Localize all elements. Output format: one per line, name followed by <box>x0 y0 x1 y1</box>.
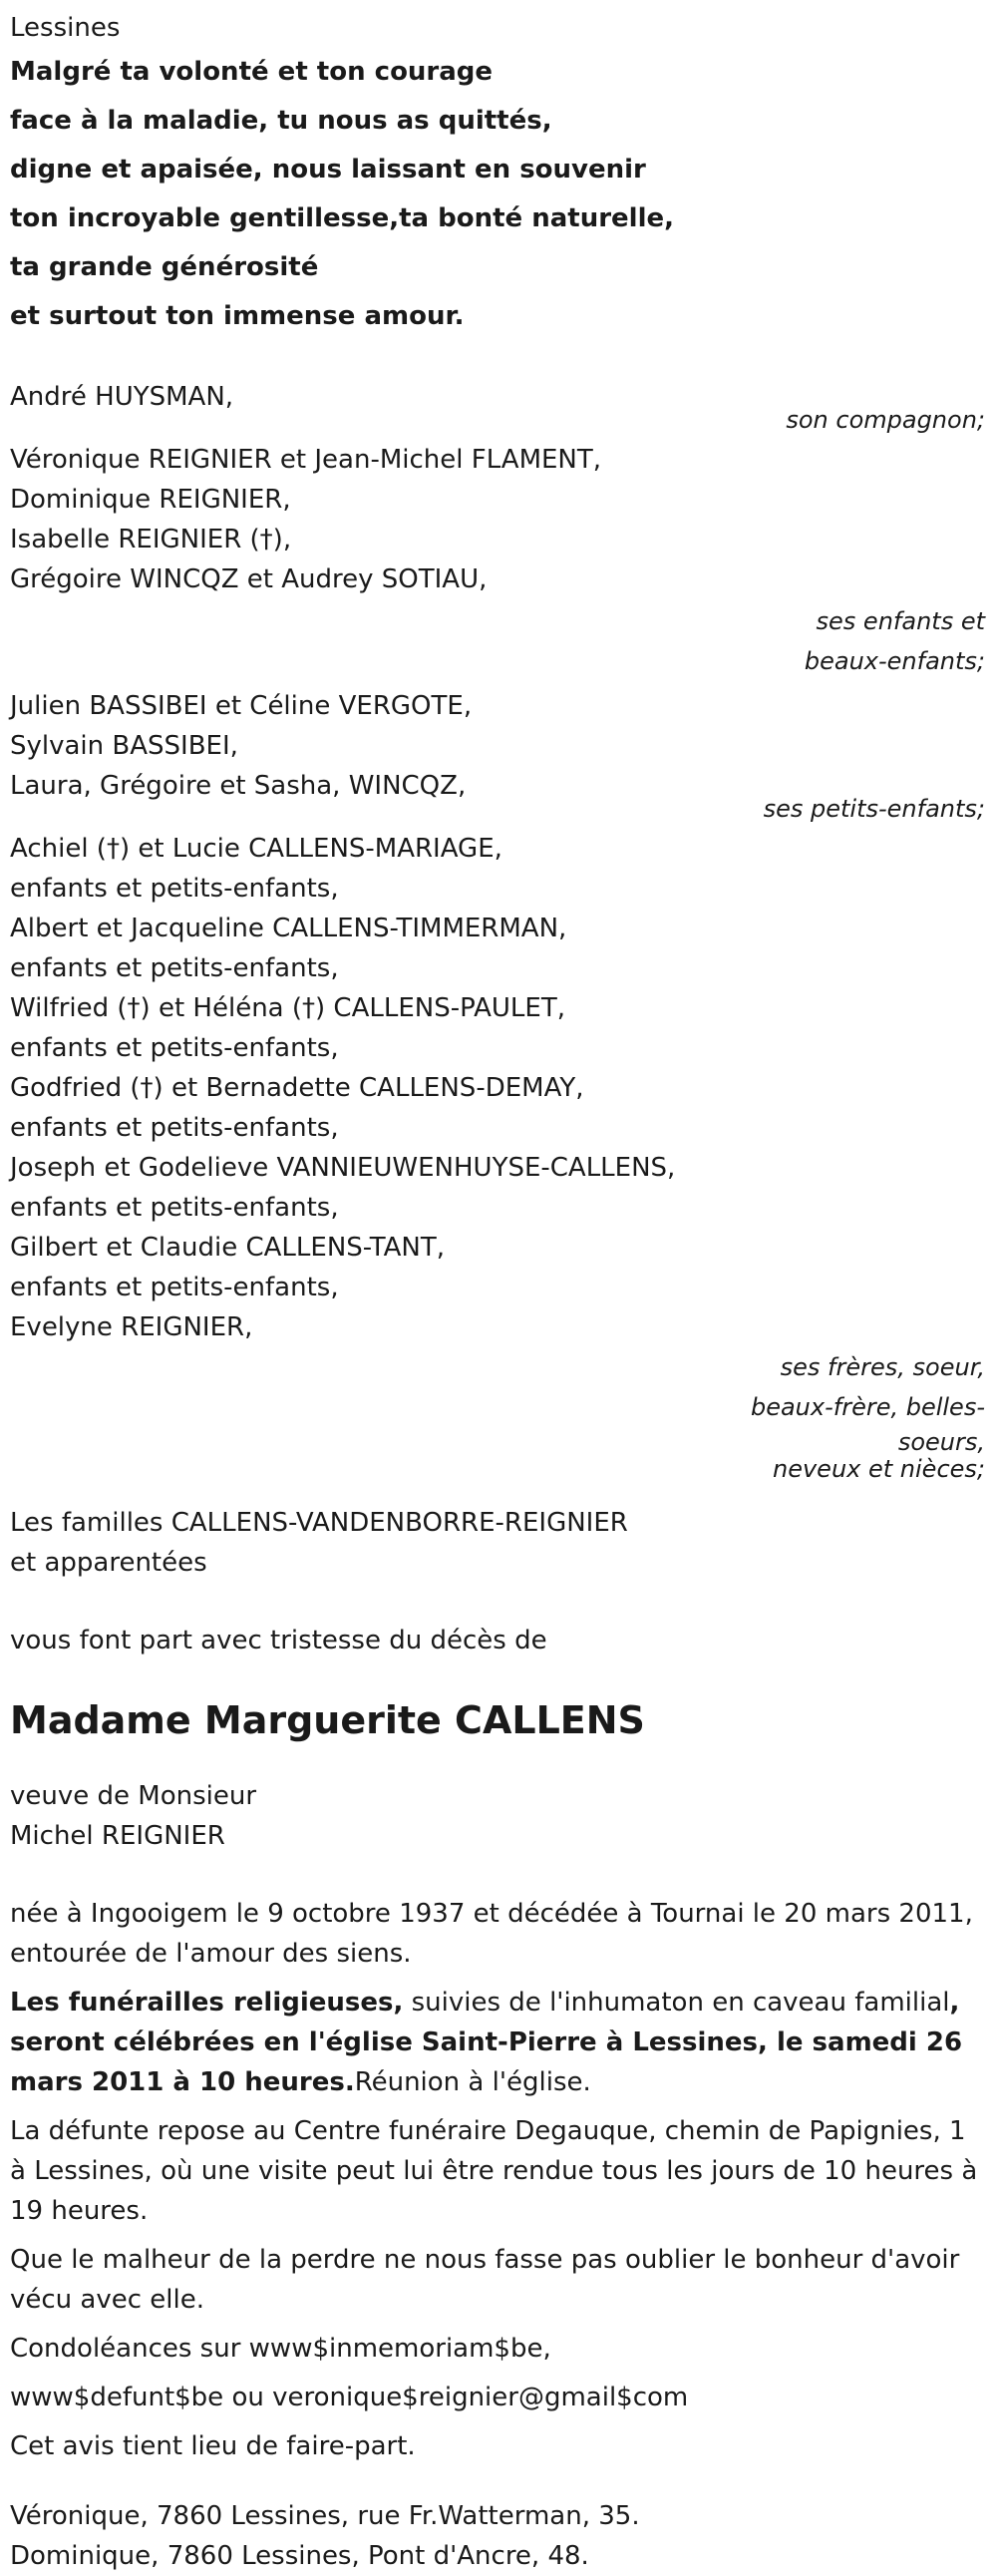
notice-line: Cet avis tient lieu de faire-part. <box>10 2431 416 2461</box>
family-role: ses enfants et <box>816 607 985 635</box>
widow-line: veuve de Monsieur <box>10 1781 257 1811</box>
family-name-line: Isabelle REIGNIER (†), <box>10 525 292 554</box>
place: Lessines <box>10 13 121 43</box>
family-name-line: enfants et petits-enfants, <box>10 953 339 983</box>
family-name-line: Sylvain BASSIBEI, <box>10 731 238 761</box>
family-name-line: Evelyne REIGNIER, <box>10 1312 253 1342</box>
family-name-line: enfants et petits-enfants, <box>10 874 339 904</box>
family-companion <box>10 377 987 440</box>
families-line: Les familles CALLENS-VANDENBORRE-REIGNIER <box>10 1508 628 1538</box>
intro-line: Malgré ta volonté et ton courage <box>10 57 494 87</box>
families-block <box>10 1503 987 1583</box>
family-name-line: enfants et petits-enfants, <box>10 1113 339 1143</box>
families-line: et apparentées <box>10 1548 207 1578</box>
intro-line: face à la maladie, tu nous as quittés, <box>10 106 552 136</box>
condolences-line-2: www$defunt$be ou veronique$reignier@gmail$com <box>10 2383 689 2412</box>
birth-death-paragraph: née à Ingooigem le 9 octobre 1937 et décédée à Tournai le 20 mars 2011, entourée de l'amour des siens. <box>10 1899 973 1969</box>
rest-paragraph: La défunte repose au Centre funéraire Degauque, chemin de Papignies, 1 à Lessines, où une visite peut lui être rendue tous les jours de 10 heures à 19 heures. <box>10 2116 978 2226</box>
widow-block <box>10 1776 987 1856</box>
funeral-bold-1: Les funérailles religieuses, <box>10 1988 404 2018</box>
family-children <box>10 440 987 681</box>
family-siblings <box>10 829 987 1481</box>
condolences-line-1: Condoléances sur www$inmemoriam$be, <box>10 2334 551 2364</box>
family-name-line: Julien BASSIBEI et Céline VERGOTE, <box>10 691 473 721</box>
intro-line: ton incroyable gentillesse,ta bonté naturelle, <box>10 203 674 233</box>
widow-line: Michel REIGNIER <box>10 1821 225 1851</box>
intro-line: digne et apaisée, nous laissant en souvenir <box>10 155 646 184</box>
family-name-line: André HUYSMAN, <box>10 382 234 412</box>
intro-poem <box>10 48 987 341</box>
family-name-line: Grégoire WINCQZ et Audrey SOTIAU, <box>10 564 488 594</box>
funeral-normal-2: Réunion à l'église. <box>354 2067 591 2097</box>
family-role: beaux-enfants; <box>804 647 985 675</box>
family-name-line: Godfried (†) et Bernadette CALLENS-DEMAY, <box>10 1073 584 1103</box>
family-role: soeurs, <box>897 1428 985 1456</box>
family-name-line: Laura, Grégoire et Sasha, WINCQZ, <box>10 771 467 801</box>
address-line: Dominique, 7860 Lessines, Pont d'Ancre, 48. <box>10 2541 589 2571</box>
family-name-line: enfants et petits-enfants, <box>10 1193 339 1223</box>
family-name-line: Wilfried (†) et Héléna (†) CALLENS-PAULET, <box>10 993 565 1023</box>
addresses-block <box>10 2496 987 2576</box>
intro-line: ta grande générosité <box>10 252 319 282</box>
family-name-line: Joseph et Godelieve VANNIEUWENHUYSE-CALLENS, <box>10 1153 676 1183</box>
family-name-line: Achiel (†) et Lucie CALLENS-MARIAGE, <box>10 834 502 864</box>
funeral-normal-1: suivies de l'inhumaton en caveau familial <box>403 1988 950 2018</box>
funeral-bold-2: , seront célébrées en l'église Saint-Pierre à Lessines, le samedi 26 mars 2011 à 10 heures. <box>10 1988 963 2097</box>
family-role: neveux et nièces; <box>773 1455 985 1483</box>
memory-paragraph: Que le malheur de la perdre ne nous fasse pas oublier le bonheur d'avoir vécu avec elle. <box>10 2245 960 2315</box>
family-role: ses petits-enfants; <box>763 795 985 823</box>
address-line: Véronique, 7860 Lessines, rue Fr.Watterman, 35. <box>10 2501 640 2531</box>
family-grandchildren <box>10 686 987 829</box>
family-role: ses frères, soeur, <box>780 1353 985 1381</box>
family-name-line: Véronique REIGNIER et Jean-Michel FLAMENT, <box>10 445 602 475</box>
family-name-line: Albert et Jacqueline CALLENS-TIMMERMAN, <box>10 914 567 943</box>
obituary-document <box>10 8 987 2576</box>
family-role: beaux-frère, belles- <box>750 1393 985 1421</box>
family-name-line: enfants et petits-enfants, <box>10 1273 339 1302</box>
announcement-text: vous font part avec tristesse du décès de <box>10 1626 547 1656</box>
family-name-line: Dominique REIGNIER, <box>10 485 291 515</box>
family-name-line: enfants et petits-enfants, <box>10 1033 339 1063</box>
family-name-line: Gilbert et Claudie CALLENS-TANT, <box>10 1233 446 1263</box>
deceased-name: Madame Marguerite CALLENS <box>10 1698 645 1742</box>
family-role: son compagnon; <box>786 406 985 434</box>
funeral-paragraph <box>10 1983 982 2102</box>
intro-line: et surtout ton immense amour. <box>10 301 465 331</box>
